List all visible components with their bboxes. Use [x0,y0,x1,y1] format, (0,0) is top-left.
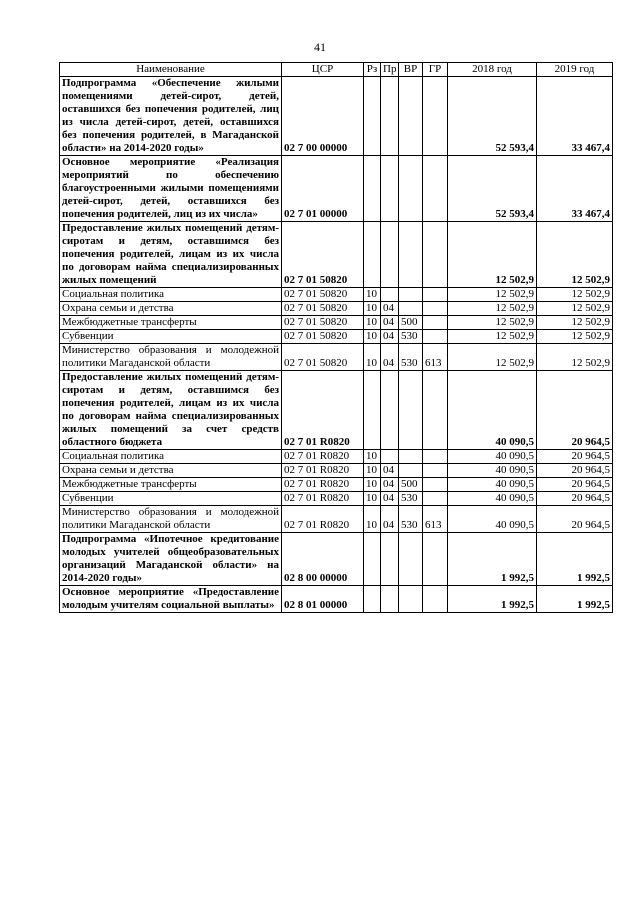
cell-rz: 10 [364,302,381,316]
cell-name: Предоставление жилых помещений детям-сиротам и детям, оставшимся без попечения родителей, лицам из их числа по договорам найма специализированных жилых помещений за счет средств областного бюджета [60,371,282,450]
cell-rz: 10 [364,344,381,371]
cell-csr: 02 7 01 50820 [282,288,364,302]
cell-2019: 20 964,5 [537,492,613,506]
cell-gr [423,330,448,344]
cell-gr [423,288,448,302]
cell-name: Социальная политика [60,450,282,464]
cell-gr [423,316,448,330]
header-gr: ГР [423,63,448,77]
cell-vr [399,586,423,613]
cell-name: Межбюджетные трансферты [60,478,282,492]
cell-name: Министерство образования и молодежной политики Магаданской области [60,344,282,371]
cell-csr: 02 7 01 50820 [282,222,364,288]
table-row [60,492,613,506]
cell-csr: 02 7 01 R0820 [282,506,364,533]
table-body [60,77,613,613]
table-row [60,288,613,302]
cell-gr: 613 [423,506,448,533]
cell-vr: 500 [399,316,423,330]
table-row [60,330,613,344]
cell-2018: 12 502,9 [448,344,537,371]
cell-pr [381,586,399,613]
cell-pr [381,371,399,450]
cell-name: Министерство образования и молодежной политики Магаданской области [60,506,282,533]
cell-pr [381,288,399,302]
table-row [60,371,613,450]
cell-2019: 33 467,4 [537,156,613,222]
cell-name: Межбюджетные трансферты [60,316,282,330]
table-row [60,156,613,222]
cell-pr: 04 [381,302,399,316]
cell-name: Социальная политика [60,288,282,302]
cell-pr: 04 [381,344,399,371]
header-csr: ЦСР [282,63,364,77]
cell-name: Охрана семьи и детства [60,302,282,316]
cell-csr: 02 7 01 50820 [282,344,364,371]
cell-2018: 12 502,9 [448,222,537,288]
cell-pr [381,222,399,288]
cell-2019: 12 502,9 [537,302,613,316]
cell-gr [423,222,448,288]
cell-csr: 02 7 01 50820 [282,302,364,316]
header-rz: Рз [364,63,381,77]
table-row [60,77,613,156]
table-row [60,450,613,464]
cell-vr: 530 [399,344,423,371]
header-pr: Пр [381,63,399,77]
budget-table [59,62,613,613]
cell-csr: 02 8 00 00000 [282,533,364,586]
cell-pr [381,156,399,222]
cell-gr [423,586,448,613]
cell-vr: 530 [399,492,423,506]
cell-vr: 530 [399,330,423,344]
cell-csr: 02 7 01 R0820 [282,478,364,492]
cell-csr: 02 7 01 50820 [282,330,364,344]
cell-gr: 613 [423,344,448,371]
table-row [60,222,613,288]
cell-vr [399,222,423,288]
cell-vr [399,533,423,586]
cell-vr [399,371,423,450]
cell-2018: 40 090,5 [448,371,537,450]
cell-rz: 10 [364,464,381,478]
cell-rz: 10 [364,492,381,506]
cell-2018: 40 090,5 [448,464,537,478]
table-row [60,464,613,478]
cell-csr: 02 7 01 R0820 [282,464,364,478]
cell-2018: 52 593,4 [448,77,537,156]
cell-gr [423,302,448,316]
cell-pr: 04 [381,330,399,344]
cell-name: Подпрограмма «Обеспечение жилыми помещениями детей-сирот, детей, оставшихся без попечения родителей, лиц из числа детей-сирот, детей, оставшихся без попечения родителей, в Магаданской области» на 2014-2020 годы» [60,77,282,156]
cell-2019: 12 502,9 [537,344,613,371]
cell-vr [399,450,423,464]
cell-2019: 20 964,5 [537,506,613,533]
cell-2019: 20 964,5 [537,450,613,464]
table-row [60,533,613,586]
table-row [60,316,613,330]
header-2019: 2019 год [537,63,613,77]
table-row [60,344,613,371]
cell-gr [423,450,448,464]
cell-gr [423,156,448,222]
cell-name: Предоставление жилых помещений детям-сиротам и детям, оставшимся без попечения родителей, лицам из их числа по договорам найма специализированных жилых помещений [60,222,282,288]
header-vr: ВР [399,63,423,77]
cell-name: Основное мероприятие «Предоставление молодым учителям социальной выплаты» [60,586,282,613]
cell-2018: 12 502,9 [448,330,537,344]
cell-gr [423,371,448,450]
cell-2019: 12 502,9 [537,222,613,288]
cell-rz [364,371,381,450]
cell-2019: 20 964,5 [537,464,613,478]
cell-2019: 12 502,9 [537,330,613,344]
cell-name: Субвенции [60,492,282,506]
cell-vr [399,288,423,302]
cell-2019: 20 964,5 [537,478,613,492]
cell-2019: 12 502,9 [537,288,613,302]
cell-pr: 04 [381,464,399,478]
cell-2019: 33 467,4 [537,77,613,156]
cell-name: Подпрограмма «Ипотечное кредитование молодых учителей общеобразовательных организаций Магаданской области» на 2014-2020 годы» [60,533,282,586]
cell-rz [364,77,381,156]
cell-pr: 04 [381,316,399,330]
cell-pr: 04 [381,492,399,506]
cell-2018: 1 992,5 [448,586,537,613]
cell-rz [364,586,381,613]
cell-csr: 02 7 01 R0820 [282,450,364,464]
table-row [60,586,613,613]
cell-rz: 10 [364,288,381,302]
header-2018: 2018 год [448,63,537,77]
cell-name: Охрана семьи и детства [60,464,282,478]
cell-2018: 52 593,4 [448,156,537,222]
cell-2019: 12 502,9 [537,316,613,330]
cell-vr [399,156,423,222]
cell-2018: 12 502,9 [448,316,537,330]
cell-vr [399,464,423,478]
cell-vr [399,77,423,156]
cell-gr [423,464,448,478]
page-number: 41 [314,40,326,54]
cell-2018: 12 502,9 [448,288,537,302]
cell-pr [381,533,399,586]
cell-2018: 40 090,5 [448,450,537,464]
cell-pr [381,77,399,156]
cell-csr: 02 7 01 R0820 [282,371,364,450]
cell-2018: 12 502,9 [448,302,537,316]
cell-rz: 10 [364,450,381,464]
cell-csr: 02 7 01 R0820 [282,492,364,506]
cell-pr [381,450,399,464]
cell-name: Субвенции [60,330,282,344]
cell-2018: 1 992,5 [448,533,537,586]
cell-vr [399,302,423,316]
cell-vr: 500 [399,478,423,492]
cell-rz: 10 [364,506,381,533]
cell-rz [364,156,381,222]
table-row [60,302,613,316]
cell-gr [423,492,448,506]
cell-csr: 02 8 01 00000 [282,586,364,613]
cell-csr: 02 7 00 00000 [282,77,364,156]
table-row [60,506,613,533]
cell-rz: 10 [364,330,381,344]
cell-rz: 10 [364,316,381,330]
cell-2018: 40 090,5 [448,506,537,533]
cell-2019: 20 964,5 [537,371,613,450]
cell-2019: 1 992,5 [537,533,613,586]
cell-2018: 40 090,5 [448,478,537,492]
cell-rz: 10 [364,478,381,492]
cell-gr [423,77,448,156]
header-name: Наименование [60,63,282,77]
cell-gr [423,478,448,492]
table-header-row [60,63,613,77]
cell-vr: 530 [399,506,423,533]
cell-gr [423,533,448,586]
cell-2018: 40 090,5 [448,492,537,506]
cell-rz [364,222,381,288]
table-row [60,478,613,492]
cell-csr: 02 7 01 50820 [282,316,364,330]
cell-pr: 04 [381,506,399,533]
cell-2019: 1 992,5 [537,586,613,613]
cell-pr: 04 [381,478,399,492]
cell-name: Основное мероприятие «Реализация мероприятий по обеспечению благоустроенными жилыми помещениями детей-сирот, детей, оставшихся без попечения родителей, лиц из их числа» [60,156,282,222]
cell-csr: 02 7 01 00000 [282,156,364,222]
cell-rz [364,533,381,586]
